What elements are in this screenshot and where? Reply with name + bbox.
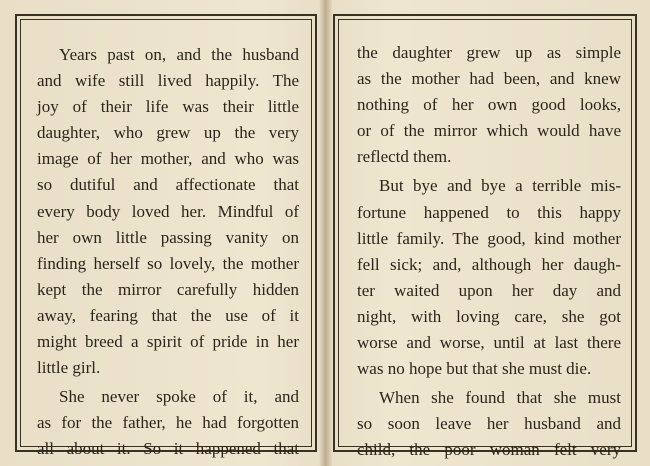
left-page bbox=[15, 14, 317, 459]
text-line: daughter, who grew up the very bbox=[37, 123, 299, 143]
right-page bbox=[333, 14, 637, 460]
text-line: joy of their life was their little bbox=[37, 97, 299, 117]
text-line: might breed a spirit of pride in her bbox=[37, 332, 299, 352]
text-line: fortune happened to this happy bbox=[357, 202, 621, 222]
text-line: image of her mother, and who was bbox=[37, 149, 299, 169]
text-line: or of the mirror which would have bbox=[357, 121, 621, 141]
text-line: night, with loving care, she got bbox=[357, 306, 621, 326]
book-gutter bbox=[320, 0, 332, 466]
text-line: every body loved her. Mindful of bbox=[37, 201, 299, 221]
text-line: reflectd them. bbox=[357, 147, 452, 167]
text-line: Years past on, and the husband bbox=[59, 45, 299, 64]
text-line: the daughter grew up as simple bbox=[357, 43, 621, 62]
text-line: child, the poor woman felt very bbox=[357, 440, 621, 460]
left-page-text bbox=[37, 42, 299, 463]
right-page-text bbox=[357, 40, 621, 464]
text-line: little family. The good, kind mother bbox=[357, 228, 621, 248]
text-line: and wife still lived happily. The bbox=[37, 71, 299, 91]
text-line: finding herself so lovely, the mother bbox=[37, 253, 299, 273]
text-line: all about it. So it happened that bbox=[37, 439, 299, 459]
text-line: ter waited upon her day and bbox=[357, 280, 621, 300]
text-line: her own little passing vanity on bbox=[37, 227, 299, 247]
text-line: as the mother had been, and knew bbox=[357, 69, 621, 89]
text-line: But bye and bye a terrible mis- bbox=[379, 176, 621, 196]
text-line: fell sick; and, although her daugh- bbox=[357, 254, 621, 274]
text-line: worse and worse, until at last there bbox=[357, 333, 621, 353]
text-line: as for the father, he had forgotten bbox=[37, 413, 299, 433]
text-line: She never spoke of it, and bbox=[59, 387, 299, 407]
text-line: nothing of her own good looks, bbox=[357, 95, 621, 115]
text-line: kept the mirror carefully hidden bbox=[37, 279, 299, 299]
text-line: away, fearing that the use of it bbox=[37, 305, 299, 325]
text-line: little girl. bbox=[37, 358, 101, 378]
text-line: When she found that she must bbox=[379, 388, 621, 408]
text-line: was no hope but that she must die. bbox=[357, 359, 592, 379]
text-line: so dutiful and affectionate that bbox=[37, 175, 299, 195]
text-line: so soon leave her husband and bbox=[357, 414, 621, 434]
